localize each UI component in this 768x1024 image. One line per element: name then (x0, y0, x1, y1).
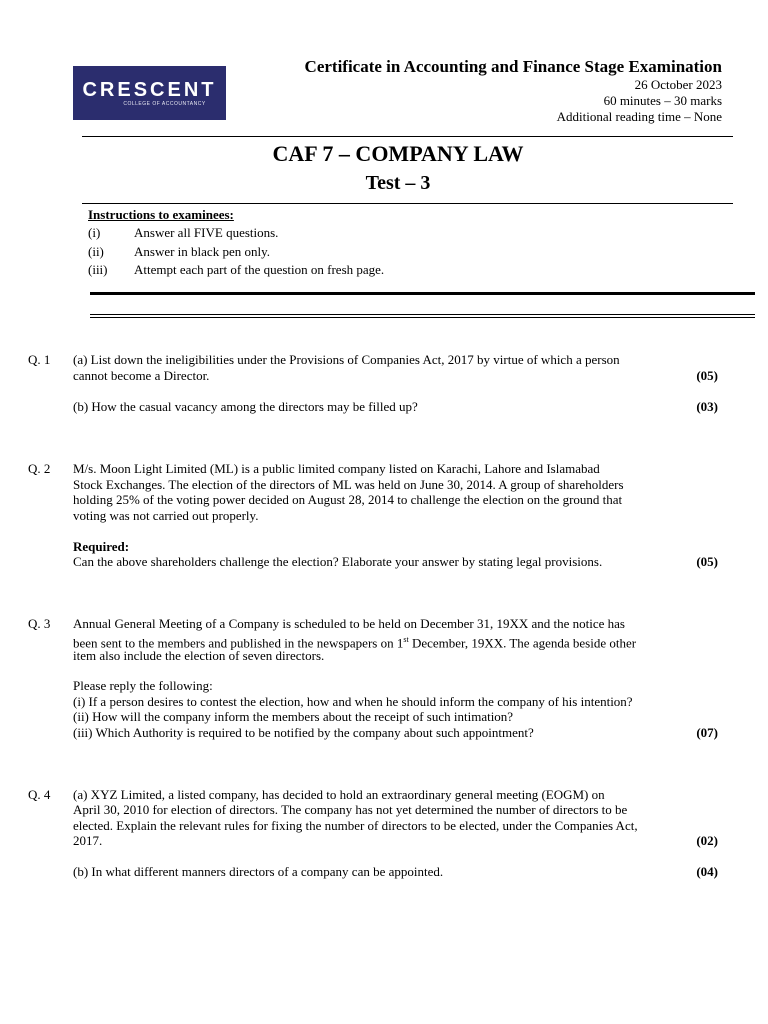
question-text-part: been sent to the members and published in the newspapers on 1 (73, 635, 404, 651)
instruction-text: Answer in black pen only. (134, 244, 270, 259)
question-text: (ii) How will the company inform the members about the receipt of such intimation? (73, 709, 514, 724)
marks: (04) (696, 864, 718, 879)
logo-word: CRESCENT (82, 78, 217, 101)
instruction-num: (i) (88, 225, 101, 240)
crescent-logo (73, 66, 226, 120)
question-number: Q. 3 (28, 616, 51, 631)
question-text: (a) XYZ Limited, a listed company, has decided to hold an extraordinary general meeting (EOGM) on (73, 787, 605, 802)
marks: (03) (696, 399, 718, 414)
marks: (05) (696, 368, 718, 383)
question-text: (b) How the casual vacancy among the directors may be filled up? (73, 399, 418, 414)
test-title: Test – 3 (365, 172, 431, 194)
divider (82, 136, 733, 137)
question-text: (b) In what different manners directors of a company can be appointed. (73, 864, 444, 879)
marks: (07) (696, 725, 718, 740)
question-text-part: December, 19XX. The agenda beside other (408, 635, 637, 651)
question-text: M/s. Moon Light Limited (ML) is a public limited company listed on Karachi, Lahore and Islamabad (73, 461, 600, 476)
subject-title: CAF 7 – COMPANY LAW (272, 141, 524, 166)
divider (90, 314, 755, 315)
instruction-num: (ii) (88, 244, 104, 259)
exam-title: Certificate in Accounting and Finance Stage Examination (304, 57, 722, 76)
instruction-num: (iii) (88, 262, 108, 277)
exam-date: 26 October 2023 (634, 77, 722, 92)
question-text: 2017. (73, 833, 103, 848)
instruction-text: Answer all FIVE questions. (134, 225, 279, 240)
question-text: item also include the election of seven directors. (73, 648, 325, 663)
required-label: Required: (73, 539, 130, 554)
question-text: Annual General Meeting of a Company is scheduled to be held on December 31, 19XX and the notice has (73, 616, 625, 631)
question-text: (iii) Which Authority is required to be notified by the company about such appointment? (73, 725, 534, 740)
reading-time: Additional reading time – None (556, 109, 722, 124)
question-number: Q. 4 (28, 787, 51, 802)
question-text: elected. Explain the relevant rules for fixing the number of directors to be elected, under the Companies Act, (73, 818, 638, 833)
divider (90, 317, 755, 318)
instructions-heading: Instructions to examinees: (88, 207, 234, 222)
ordinal-suffix: st (403, 635, 409, 644)
question-text: Can the above shareholders challenge the election? Elaborate your answer by stating legal provisions. (73, 554, 603, 569)
question-text: voting was not carried out properly. (73, 508, 259, 523)
question-text: holding 25% of the voting power decided on August 28, 2014 to challenge the election on the ground that (73, 492, 623, 507)
question-text: cannot become a Director. (73, 368, 210, 383)
question-text: (a) List down the ineligibilities under the Provisions of Companies Act, 2017 by virtue of which a person (73, 352, 620, 367)
question-number: Q. 1 (28, 352, 51, 367)
exam-duration: 60 minutes – 30 marks (603, 93, 722, 108)
question-text: (i) If a person desires to contest the election, how and when he should inform the company of his intention? (73, 694, 633, 709)
thick-divider (90, 292, 755, 295)
question-text: Please reply the following: (73, 678, 213, 693)
marks: (02) (696, 833, 718, 848)
question-text: Stock Exchanges. The election of the directors of ML was held on June 30, 2014. A group of shareholders (73, 477, 624, 492)
divider (82, 203, 733, 204)
question-number: Q. 2 (28, 461, 51, 476)
instruction-text: Attempt each part of the question on fresh page. (134, 262, 385, 277)
logo-subtitle: COLLEGE OF ACCOUNTANCY (123, 100, 206, 107)
question-text: April 30, 2010 for election of directors. The company has not yet determined the number of directors to be (73, 802, 628, 817)
marks: (05) (696, 554, 718, 569)
